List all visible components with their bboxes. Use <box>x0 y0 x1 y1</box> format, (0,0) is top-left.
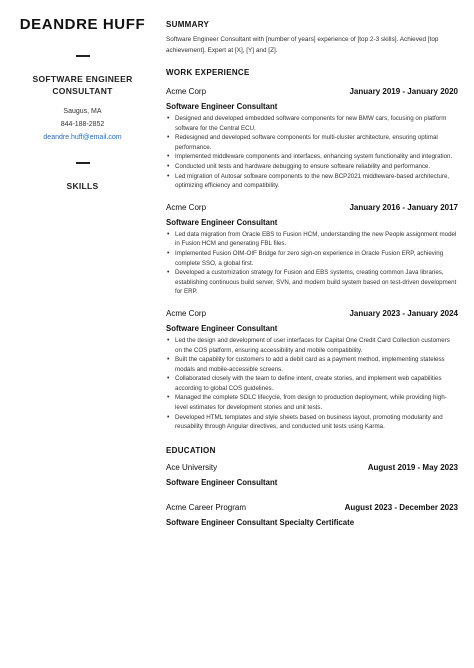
job-dates: January 2023 - January 2024 <box>349 308 458 318</box>
job-bullets <box>166 230 458 297</box>
list-item: • Conducted unit tests and hardware debugging to ensure software reliability and performance. <box>166 162 458 172</box>
education-entry <box>166 463 458 487</box>
list-item: • Developed a customization strategy for Fusion and EBS systems, creating common Java libraries, establishing continuous build server, SVN, and modern build system based on test-driven development for ERP. <box>166 268 458 297</box>
experience-section <box>166 68 458 432</box>
job-company: Acme Corp <box>166 87 207 96</box>
education-entry <box>166 503 458 527</box>
job-title: Software Engineer Consultant <box>166 102 278 111</box>
education-header <box>166 503 458 512</box>
list-item: • Built the capability for customers to add a debit card as a payment method, implementing stateless modals and mobile-accessible screens. <box>166 355 458 374</box>
job-title: Software Engineer Consultant <box>166 323 278 333</box>
job-entry <box>166 87 458 191</box>
school-name: Acme Career Program <box>166 502 247 512</box>
job-company: Acme Corp <box>166 308 207 318</box>
education-dates: August 2023 - December 2023 <box>344 502 458 512</box>
list-item: • Redesigned and developed software components for multi-cluster architecture, ensuring optimal performance. <box>166 133 458 152</box>
candidate-title: SOFTWARE ENGINEER CONSULTANT <box>32 74 133 96</box>
sidebar <box>10 16 155 191</box>
summary-section <box>166 20 458 56</box>
job-bullets <box>166 336 458 432</box>
education-heading: EDUCATION <box>166 445 216 455</box>
job-entry <box>166 309 458 432</box>
job-entry <box>166 203 458 297</box>
education-section <box>166 446 458 527</box>
list-item: • Implemented middleware components and interfaces, enhancing system functionality and integration. <box>166 152 458 162</box>
candidate-name: DEANDRE HUFF <box>19 16 146 33</box>
list-item: • Led migration of Autosar software components to the new BCP2021 middleware-based architecture, optimizing efficiency and compatibility. <box>166 172 458 191</box>
experience-heading: WORK EXPERIENCE <box>166 68 250 77</box>
education-header <box>166 463 458 472</box>
school-name: Ace University <box>166 462 218 472</box>
divider <box>76 55 90 57</box>
skills-heading: SKILLS <box>66 181 99 191</box>
main-content <box>166 20 458 527</box>
job-dates: January 2016 - January 2017 <box>349 202 458 212</box>
job-header <box>166 87 458 96</box>
summary-text: Software Engineer Consultant with [number of years] experience of [top 2-3 skills]. Achieved [top achievement]. Expert at [X], [Y] and [Z]. <box>166 36 439 54</box>
job-header <box>166 203 458 212</box>
education-dates: August 2019 - May 2023 <box>367 462 458 472</box>
list-item: • Collaborated closely with the team to define intent, create stories, and implement web capabilities according to global COS guidelines. <box>166 374 458 393</box>
summary-heading: SUMMARY <box>166 20 210 29</box>
divider <box>76 162 90 164</box>
list-item: • Managed the complete SDLC lifecycle, from design to production deployment, while providing high-level estimates for development stories and unit tests. <box>166 393 458 412</box>
job-company: Acme Corp <box>166 202 207 212</box>
degree-title: Software Engineer Consultant <box>166 477 278 487</box>
job-header <box>166 309 458 318</box>
list-item: • Developed HTML templates and style sheets based on business layout, promoting modularity and reusability through Angular directives, and conducted unit tests using Karma. <box>166 413 458 432</box>
list-item: • Led the design and development of user interfaces for Capital One Credit Card Collection customers on the COS platform, ensuring accessibility and mobile compatibility. <box>166 336 458 355</box>
list-item: • Led data migration from Oracle EBS to Fusion HCM, understanding the new People assignment model in Fusion HCM and generating FBL files. <box>166 230 458 249</box>
list-item: • Implemented Fusion OIM-OIF Bridge for zero sign-on experience in Oracle Fusion ERP, achieving complete SSO, a global first. <box>166 249 458 268</box>
degree-title: Software Engineer Consultant Specialty Certificate <box>166 517 355 527</box>
list-item: • Designed and developed embedded software components for new BMW cars, focusing on platform software for the Central ECU. <box>166 114 458 133</box>
job-bullets <box>166 114 458 191</box>
email-link[interactable]: deandre.huff@email.com <box>43 134 122 141</box>
job-dates: January 2019 - January 2020 <box>349 87 458 96</box>
contact-info <box>10 105 155 144</box>
location-text: Saugus, MA <box>63 108 102 115</box>
job-title: Software Engineer Consultant <box>166 217 278 227</box>
phone-text: 844-188-2852 <box>60 121 105 128</box>
